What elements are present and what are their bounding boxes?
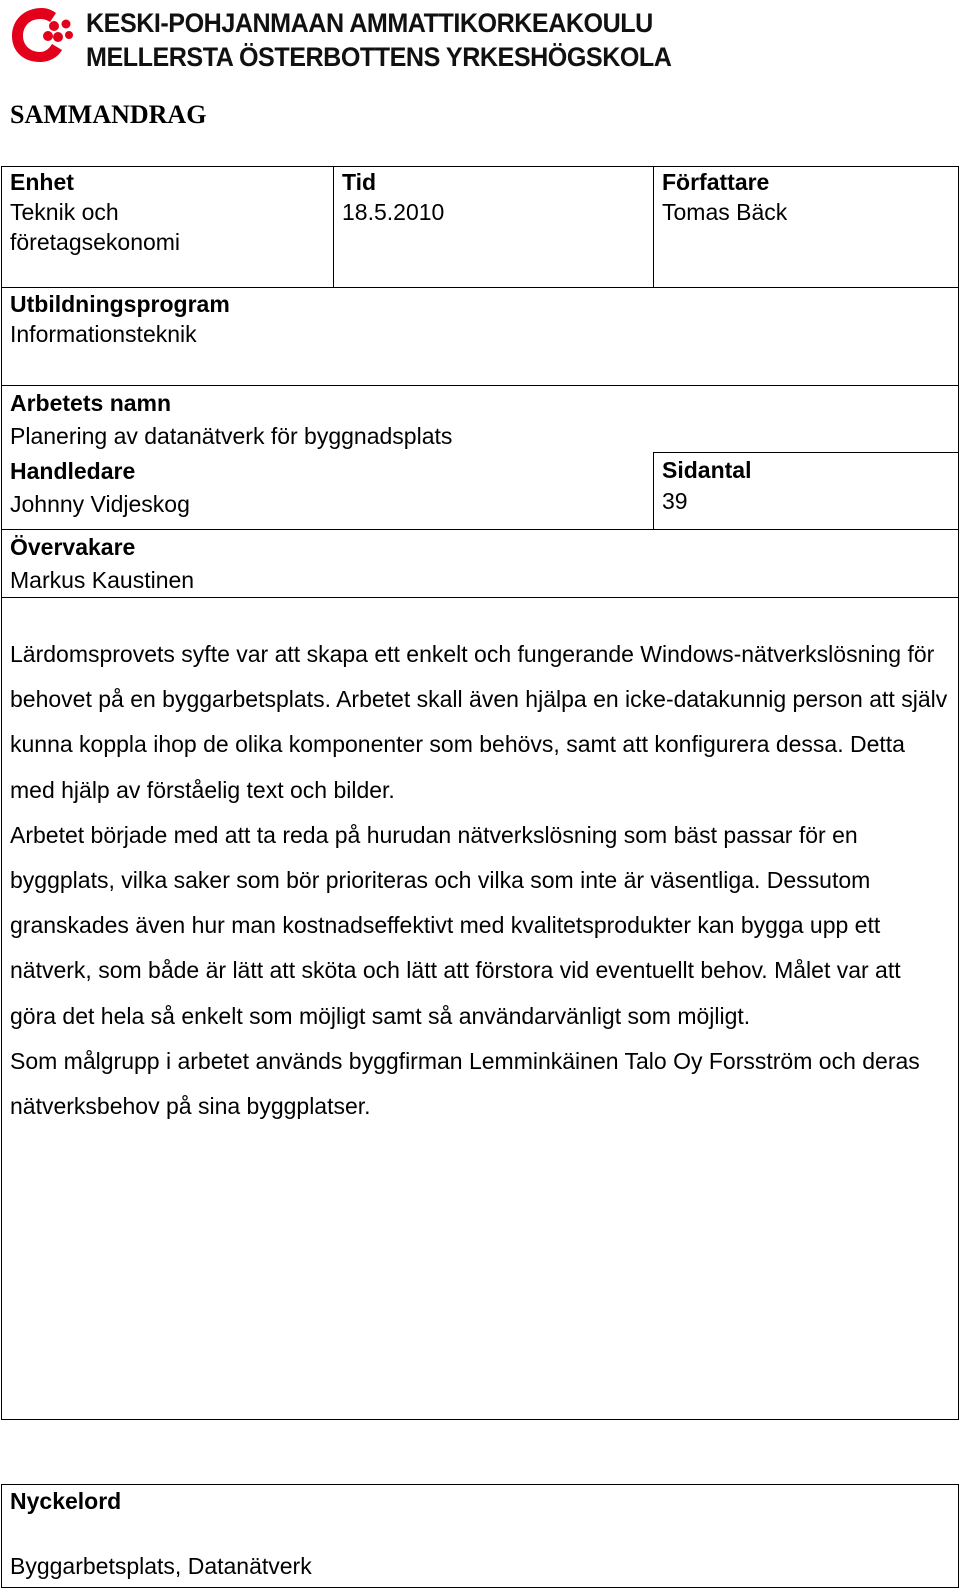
overvakare-value: Markus Kaustinen [10,567,195,593]
school-logo [8,4,672,72]
handledare-label: Handledare [10,458,136,484]
divider [653,452,654,529]
abstract-text [10,632,948,1129]
sidantal-value: 39 [662,488,688,514]
keywords-label: Nyckelord [10,1488,122,1514]
page-title: SAMMANDRAG [10,100,207,129]
abstract-paragraph-2: Arbetet började med att ta reda på hurudan nätverkslösning som bäst passar för en byggplats, vilka saker som bör prioriteras och vilka som inte är väsentliga. Dessutom granskades även hur man kostnadseffektivt med kvalitetsprodukter kan bygga upp ett nätverk, som både är lätt att sköta och lätt att förstora vid eventuellt behov. Målet var att göra det hela så enkelt som möjligt samt så användarvänligt som möjligt. [10,821,901,1029]
utbildningsprogram-value: Informationsteknik [10,321,197,347]
arbetets-namn-label: Arbetets namn [10,390,172,416]
divider [1,287,959,288]
logo-text-line2: MELLERSTA ÖSTERBOTTENS YRKESHÖGSKOLA [86,42,672,72]
logo-text-line1: KESKI-POHJANMAAN AMMATTIKORKEAKOULU [86,8,653,38]
enhet-value: Teknik och företagsekonomi [10,199,181,255]
sidantal-cell [662,455,952,517]
keywords-value: Byggarbetsplats, Datanätverk [10,1553,312,1579]
sidantal-label: Sidantal [662,457,752,483]
tid-value: 18.5.2010 [342,199,445,225]
arbetets-namn-value: Planering av datanätverk för byggnadsplats [10,423,453,449]
divider [1,529,959,530]
overvakare-cell [10,531,630,597]
utbildningsprogram-label: Utbildningsprogram [10,291,230,317]
forfattare-label: Författare [662,169,770,195]
utbildningsprogram-cell [10,289,910,349]
abstract-paragraph-1: Lärdomsprovets syfte var att skapa ett enkelt och fungerande Windows-nätverkslösning för behovet på en byggarbetsplats. Arbetet skall även hjälpa en icke-datakunnig person att själv kunna koppla ihop de olika komponenter som behövs, samt att konfigurera dessa. Detta med hjälp av förståelig text och bilder. [10,641,948,803]
divider [1,597,959,598]
keywords-cell [10,1485,910,1583]
enhet-label: Enhet [10,169,74,195]
forfattare-cell [662,167,952,227]
handledare-cell [10,455,630,521]
divider [653,166,654,287]
divider [333,166,334,287]
divider [1,385,959,386]
tid-label: Tid [342,169,377,195]
enhet-cell [10,167,325,257]
handledare-value: Johnny Vidjeskog [10,491,190,517]
school-logo-mark-icon [8,4,74,66]
tid-cell [342,167,642,227]
arbetets-namn-cell [10,387,910,453]
forfattare-value: Tomas Bäck [662,199,788,225]
overvakare-label: Övervakare [10,534,136,560]
abstract-paragraph-3: Som målgrupp i arbetet används byggfirman Lemminkäinen Talo Oy Forsström och deras nätverksbehov på sina byggplatser. [10,1047,920,1120]
